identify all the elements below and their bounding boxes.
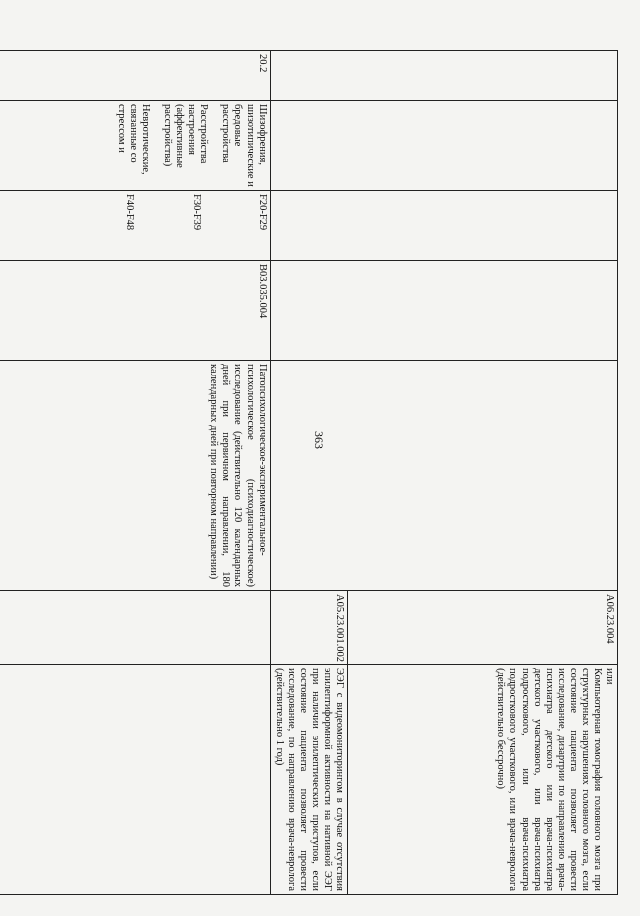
service-name-cell: Патопсихологическое-экспериментальное-психологическое (психодиагностическое) исследование (действительно 120 календарных дней при первичном направлении, 180 календарных дней при повторном направлении): [0, 361, 270, 591]
rotated-table-container: [70, 50, 618, 894]
service-name-cell: [270, 361, 617, 591]
service-code-cell: [270, 261, 617, 361]
table-row: [0, 51, 270, 895]
exam-description-cell: ЭЭГ с видеомониторингом в случае отсутствия эпилептиформной активности на нативной ЭЭГ при наличии эпилептических приступов, если состояние пациента позволяет провести исследование, по направлению врача-невролога (действительно 1 год): [270, 665, 347, 895]
exam-description-cell: [0, 665, 270, 895]
row-number-cell: [270, 51, 617, 101]
icd-code-cell: [270, 191, 617, 261]
exam-code-cell: [0, 591, 270, 665]
diagnosis-item: Расстройства настроения (аффективные расстройства): [162, 104, 210, 168]
service-code-cell: B03.035.004: [0, 261, 270, 361]
icd-code-cell: [0, 191, 270, 261]
icd-code: F20-F29: [256, 194, 268, 231]
medical-services-table: [0, 50, 618, 895]
exam-description-cell: или Компьютерная томография головного мозга при структурных нарушениях головного мозга, если состояние пациента позволяет провести исследование, дизартрии по направлению врача-психиатра детского или врача-психиатра детского участкового, или врача-психиатра подросткового, или врача-психиатра подросткового участкового, или врача-невролога (действительно бессрочно): [348, 665, 618, 895]
table-row: [348, 51, 618, 895]
diagnosis-cell: [270, 101, 617, 191]
row-number-cell: 20.2: [0, 51, 270, 101]
page-number: 363: [312, 431, 326, 449]
exam-code-cell: A05.23.001.002: [270, 591, 347, 665]
icd-code: F30-F39: [190, 194, 202, 231]
diagnosis-cell: [0, 101, 270, 191]
diagnosis-item: Шизофрения, шизотипические и бредовые расстройства: [220, 104, 268, 187]
icd-code: F40-F48: [124, 194, 136, 231]
exam-code-cell: A06.23.004: [348, 591, 618, 665]
diagnosis-item: Невротические, связанные со стрессом и: [116, 104, 152, 175]
